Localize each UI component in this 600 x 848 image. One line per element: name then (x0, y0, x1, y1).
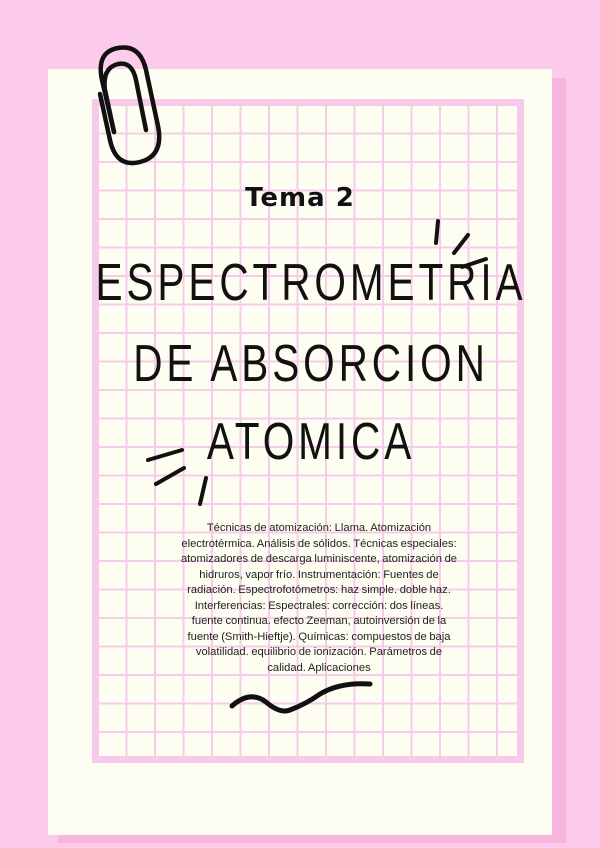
description-text: Técnicas de atomización: Llama. Atomización electrotérmica. Análisis de sólidos. Técnicas especiales: atomizadores de descarga luminiscente, atomización de hidruros, vapor frío. Instrumentación: Fuentes de radiación. Espectrofotómetros: haz simple. doble haz. Interferencias: Espectrales: corrección: dos líneas. fuente continua. efecto Zeeman, autoinversión de la fuente (Smith-Hieftje). Químicas: compuestos de baja volatilidad. equilibrio de ionización. Parámetros de calidad. Aplicaciones (180, 522, 458, 674)
spark-lines-top-icon (428, 215, 492, 275)
paperclip-icon (92, 44, 162, 169)
title-line-3: ATOMICA (206, 413, 416, 471)
topic-subtitle: Tema 2 (245, 183, 355, 213)
squiggle-icon (228, 676, 378, 721)
title-line-2: DE ABSORCION (133, 335, 489, 393)
title-line-1: ESPECTROMETRIA (95, 254, 527, 312)
spark-lines-left-icon (142, 440, 212, 510)
